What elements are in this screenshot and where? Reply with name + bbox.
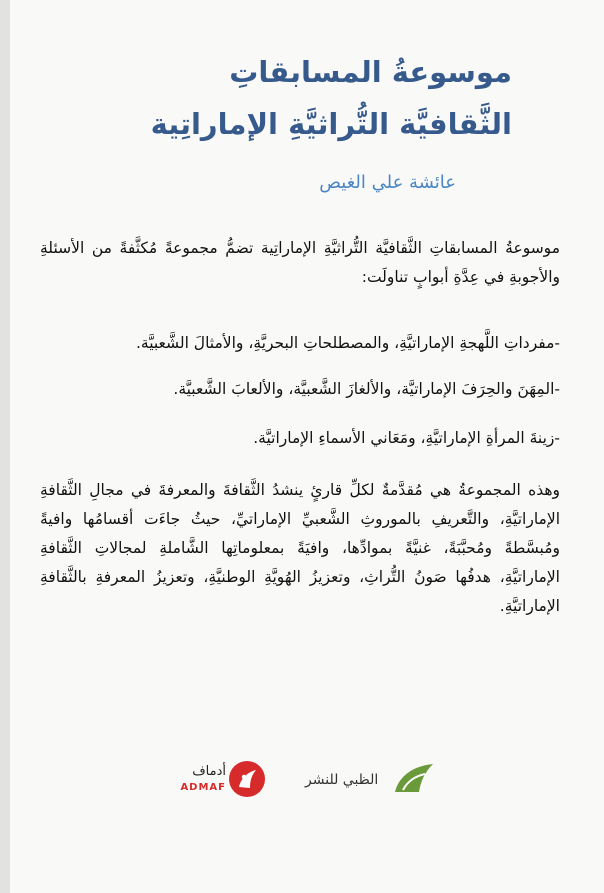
- book-title-line-2: الثَّقافيَّة التُّراثيَّةِ الإماراتِية: [150, 107, 512, 141]
- bullet-item: -زينةَ المرأةِ الإماراتيَّةِ، ومَعَاني الأسماءِ الإماراتيَّة.: [253, 429, 560, 447]
- admaf-logo: [150, 760, 270, 810]
- admaf-emblem-icon: [228, 760, 266, 798]
- book-title-line-1: موسوعةُ المسابقاتِ: [229, 55, 512, 89]
- bullet-item: -المِهَنَ والحِرَفَ الإماراتيَّة، والألغازَ الشَّعبيَّة، والألعابَ الشَّعبيَّة.: [173, 380, 560, 398]
- intro-paragraph: موسوعةُ المسابقاتِ الثَّقافيَّة التُّراثيَّةِ الإماراتِية تضمُّ مجموعةً مُكثَّفةً من الأسئلةِ والأجوبةِ في عِدَّةِ أبوابٍ تناولَت:: [40, 239, 560, 286]
- gazelle-leaf-icon: [389, 758, 439, 802]
- admaf-english-name: ADMAF: [180, 782, 226, 793]
- spine-edge: [0, 0, 10, 893]
- publisher-name: الظبي للنشر: [305, 772, 379, 788]
- closing-paragraph: وهذه المجموعةُ هي مُقدَّمةٌ لكلِّ قارئٍ ينشدُ الثَّقافةَ والمعرفةَ في مجالِ الثَّقافةِ الإماراتيَّةِ، والتَّعريفِ بالموروثِ الشَّعبيِّ الإماراتيِّ، حيثُ جاءَت أقسامُها وافيةً ومُبسَّطةً ومُحبَّبَةً، غنيَّةً بموادِّها، وافيَةً بمعلوماتِها الشَّاملةِ لمجالاتِ الثَّقافةِ الإماراتيَّةِ، هدفُها صَونُ التُّراثِ، وتعزيزُ الهُويَّةِ الوطنيَّةِ، وتعزيزُ المعرفةِ بالثَّقافةِ الإماراتيَّةِ.: [40, 481, 560, 615]
- publisher-logo: [305, 758, 445, 808]
- author-name: عائشة علي الغيص: [319, 172, 456, 193]
- bullet-item: -مفرداتِ اللَّهجةِ الإماراتيَّةِ، والمصطلحاتِ البحريَّةِ، والأمثالَ الشَّعبيَّة.: [135, 334, 560, 352]
- admaf-arabic-name: أدماف: [192, 764, 226, 779]
